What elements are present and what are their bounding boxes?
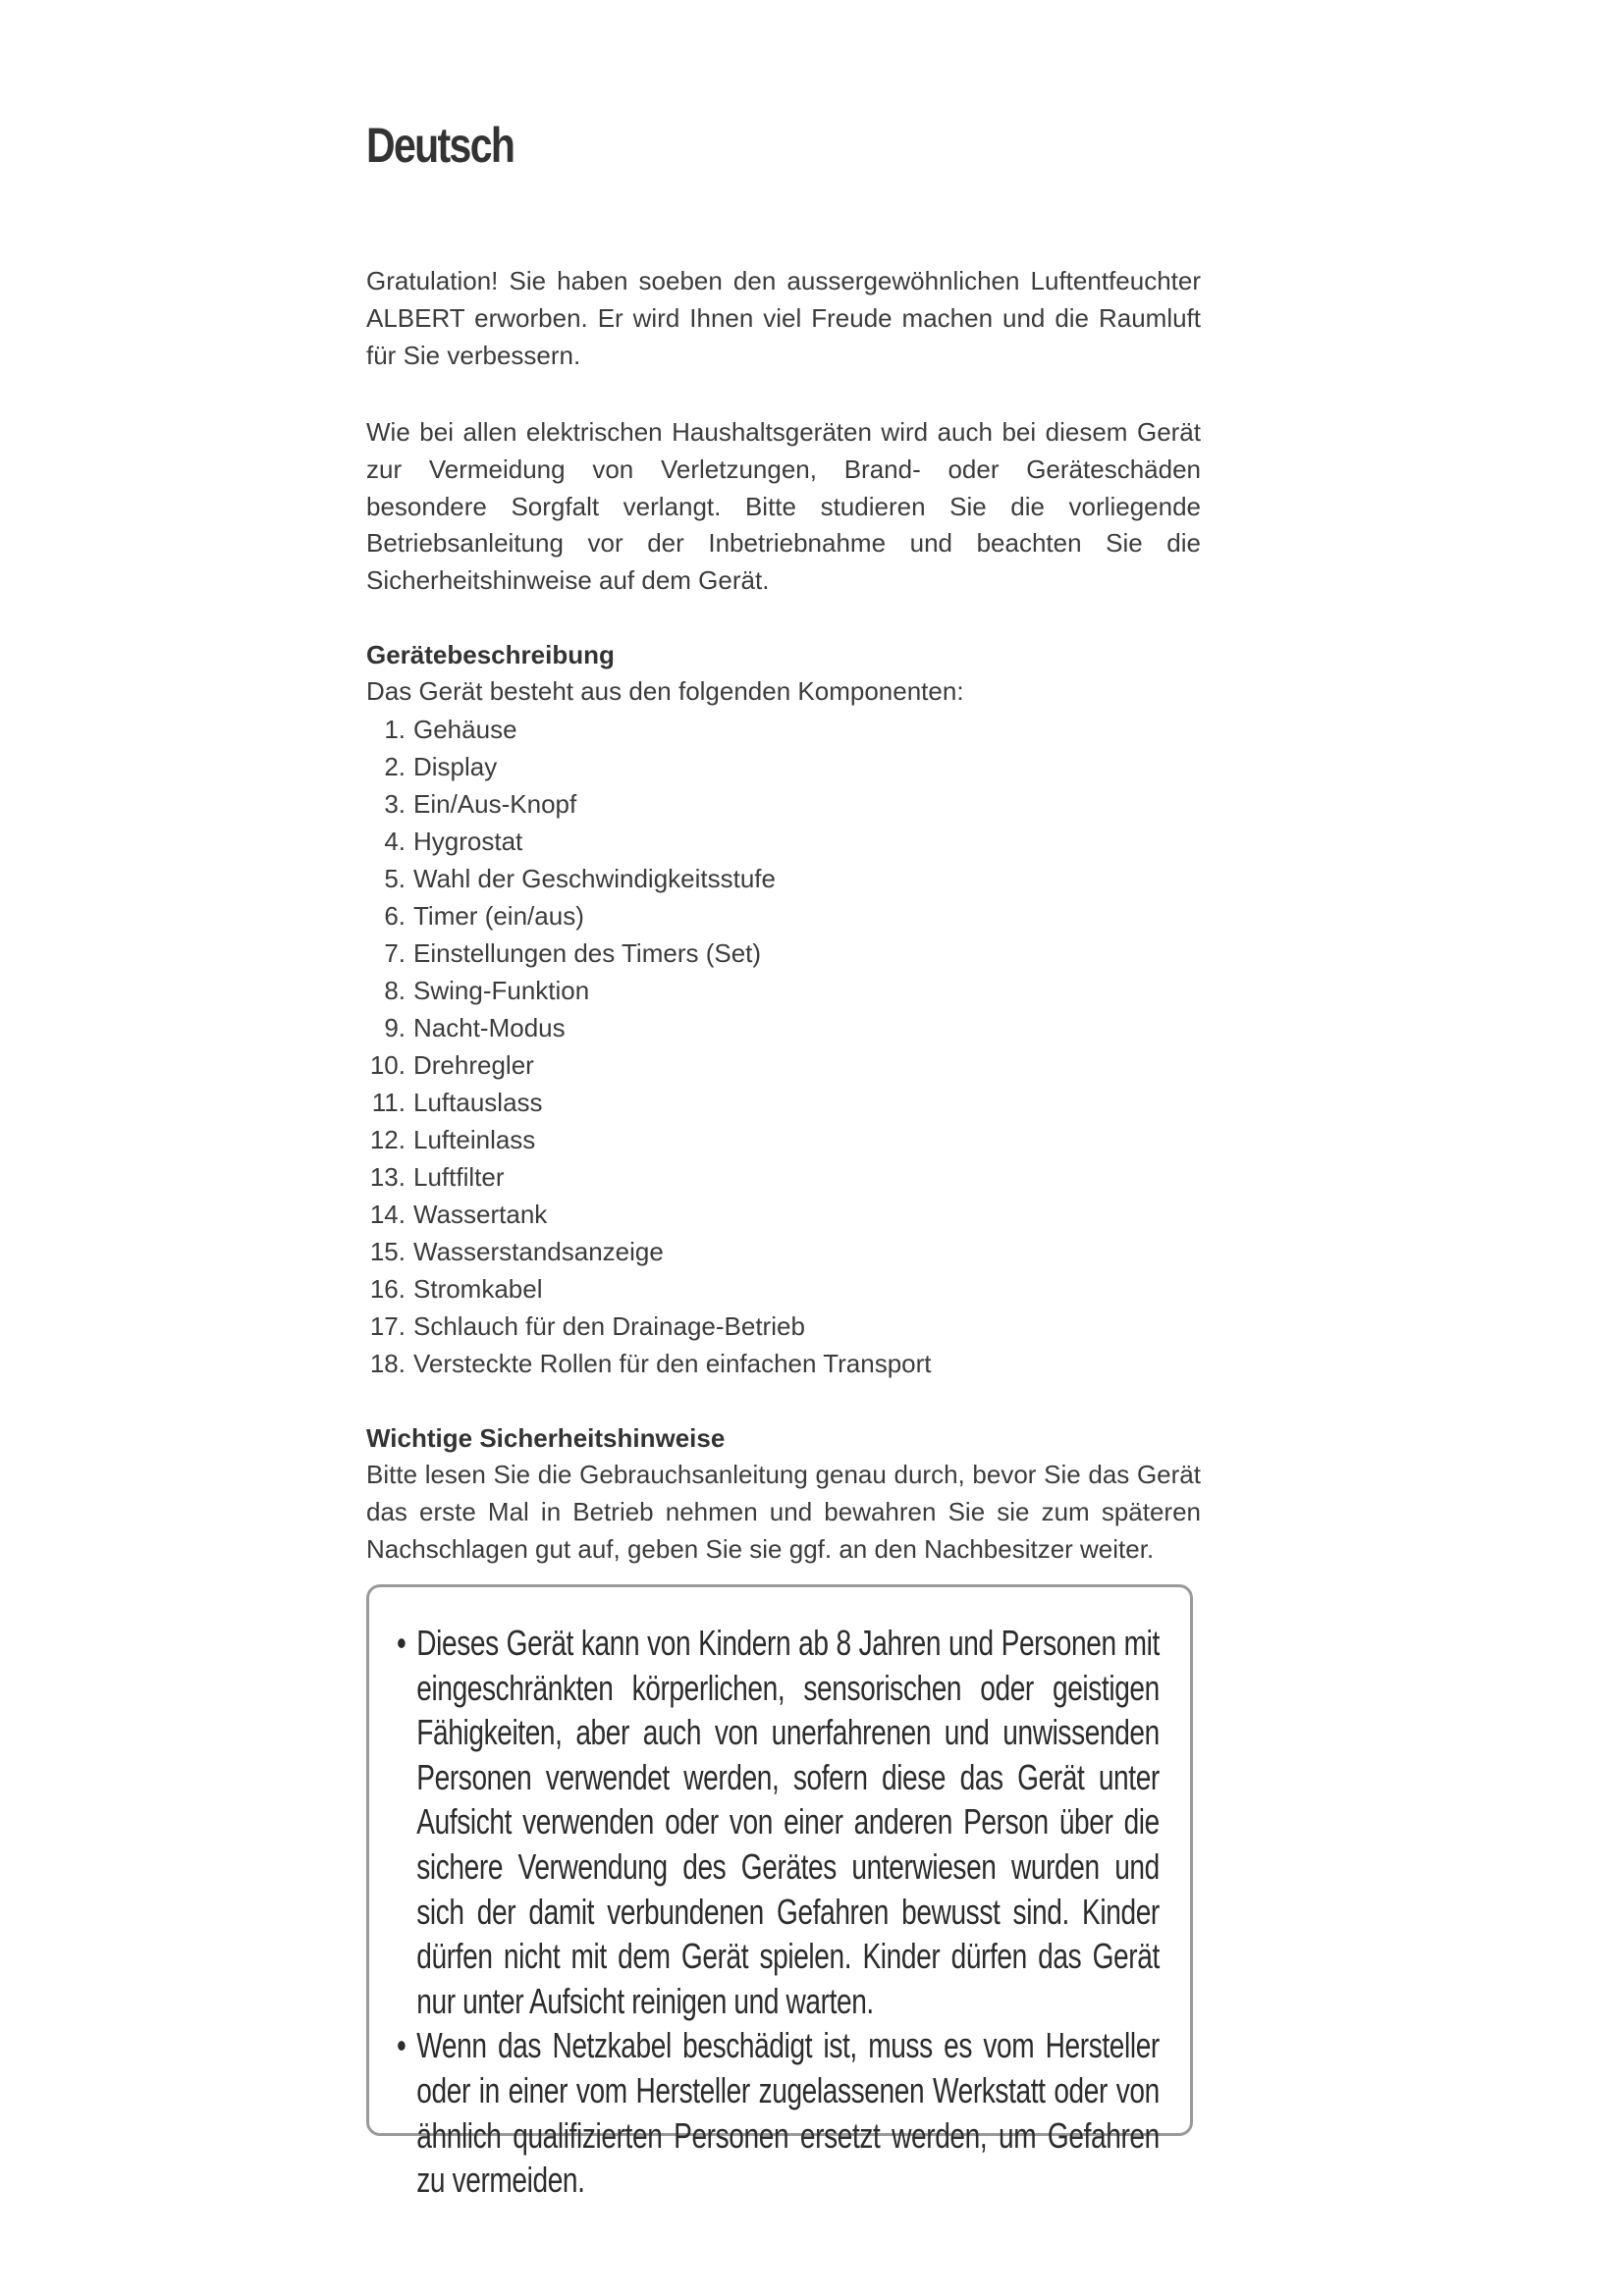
list-item-number: 13.: [369, 1162, 406, 1192]
list-item-number: 1.: [384, 715, 406, 744]
list-item-number: 2.: [384, 752, 406, 781]
warning-text-children: Dieses Gerät kann von Kindern ab 8 Jahren und Personen mit eingeschränkten körperlichen, sensorischen oder geistigen Fähigkeiten, aber auch von unerfahrenen und unwissenden Personen verwendet werden, sofern diese das Gerät unter Aufsicht verwenden oder von einer anderen Person über die sichere Verwendung des Gerätes unterwiesen wurden und sich der damit verbundenen Gefahren bewusst sind. Kinder dürfen nicht mit dem Gerät spielen. Kinder dürfen das Gerät nur unter Aufsicht reinigen und warten.: [416, 1623, 1160, 2021]
list-item: [366, 1270, 932, 1308]
list-item: [366, 711, 932, 748]
list-item: [366, 972, 932, 1009]
list-item: [366, 860, 932, 897]
list-item-label: Luftfilter: [413, 1162, 505, 1192]
list-item: [366, 1345, 932, 1382]
list-item: [397, 1621, 1160, 2023]
bullet-icon: •: [397, 2025, 406, 2066]
list-item-number: 7.: [384, 938, 406, 968]
list-item-label: Wasserstandsanzeige: [413, 1237, 664, 1266]
list-item: [397, 2023, 1160, 2202]
list-item-label: Nacht-Modus: [413, 1013, 566, 1042]
list-item-number: 6.: [384, 901, 406, 931]
list-item-number: 4.: [384, 827, 406, 856]
list-item: [366, 785, 932, 823]
list-item-number: 17.: [369, 1311, 406, 1341]
list-item-number: 16.: [369, 1274, 406, 1304]
page-title: Deutsch: [366, 118, 514, 173]
list-item: [366, 748, 932, 785]
list-item-label: Versteckte Rollen für den einfachen Transport: [413, 1349, 932, 1378]
list-item: [366, 1009, 932, 1046]
list-item-label: Timer (ein/aus): [413, 901, 584, 931]
list-item: [366, 1196, 932, 1233]
list-item-label: Gehäuse: [413, 715, 517, 744]
list-item-label: Lufteinlass: [413, 1125, 536, 1154]
list-item-number: 9.: [384, 1013, 406, 1042]
list-item: [366, 934, 932, 972]
list-item-number: 10.: [369, 1050, 406, 1080]
bullet-icon: •: [397, 1623, 406, 1663]
list-item-number: 3.: [384, 789, 406, 819]
list-item: [366, 823, 932, 860]
list-item-label: Ein/Aus-Knopf: [413, 789, 577, 819]
list-item-label: Drehregler: [413, 1050, 534, 1080]
list-item: [366, 1084, 932, 1121]
list-item: [366, 1233, 932, 1270]
list-item-label: Wahl der Geschwindigkeitsstufe: [413, 864, 776, 893]
safety-warning-box: [366, 1584, 1193, 2201]
list-item-label: Luftauslass: [413, 1088, 543, 1117]
list-item-label: Wassertank: [413, 1200, 548, 1229]
components-list: [366, 711, 932, 1382]
list-item: [366, 1308, 932, 1345]
list-item-label: Stromkabel: [413, 1274, 543, 1304]
list-item-number: 14.: [369, 1200, 406, 1229]
warning-text-power-cord: Wenn das Netzkabel beschädigt ist, muss es vom Hersteller oder in einer vom Hersteller zugelassenen Werkstatt oder von ähnlich qualifizierten Personen ersetzt werden, um Gefahren zu vermeiden.: [416, 2025, 1160, 2201]
list-item-label: Einstellungen des Timers (Set): [413, 938, 762, 968]
list-item-label: Schlauch für den Drainage-Betrieb: [413, 1311, 805, 1341]
safety-heading: Wichtige Sicherheitshinweise: [366, 1423, 726, 1453]
list-item-label: Display: [413, 752, 498, 781]
list-item-label: Swing-Funktion: [413, 976, 590, 1005]
list-item: [366, 897, 932, 934]
list-item-number: 8.: [384, 976, 406, 1005]
device-description-heading: Gerätebeschreibung: [366, 640, 615, 669]
list-item-number: 5.: [384, 864, 406, 893]
intro-paragraph-safety-care: Wie bei allen elektrischen Haushaltsgeräten wird auch bei diesem Gerät zur Vermeidung von Verletzungen, Brand- oder Geräteschäden besondere Sorgfalt verlangt. Bitte studieren Sie die vorliegende Betriebsanleitung vor der Inbetriebnahme und beachten Sie die Sicherheitshinweise auf dem Gerät.: [366, 417, 1201, 596]
list-item: [366, 1121, 932, 1158]
list-item-label: Hygrostat: [413, 827, 523, 856]
list-item-number: 12.: [369, 1125, 406, 1154]
safety-intro: Bitte lesen Sie die Gebrauchsanleitung genau durch, bevor Sie das Gerät das erste Mal in Betrieb nehmen und bewahren Sie sie zum späteren Nachschlagen gut auf, geben Sie sie ggf. an den Nachbesitzer weiter.: [366, 1460, 1201, 1564]
list-item-number: 18.: [369, 1349, 406, 1378]
list-item: [366, 1158, 932, 1196]
list-item: [366, 1046, 932, 1084]
list-item-number: 15.: [369, 1237, 406, 1266]
warning-list: [397, 1621, 1163, 2203]
intro-paragraph-congratulation: Gratulation! Sie haben soeben den aussergewöhnlichen Luftentfeuchter ALBERT erworben. Er wird Ihnen viel Freude machen und die Raumluft für Sie verbessern.: [366, 266, 1201, 370]
components-intro: Das Gerät besteht aus den folgenden Komponenten:: [366, 676, 964, 706]
list-item-number: 11.: [371, 1088, 406, 1117]
